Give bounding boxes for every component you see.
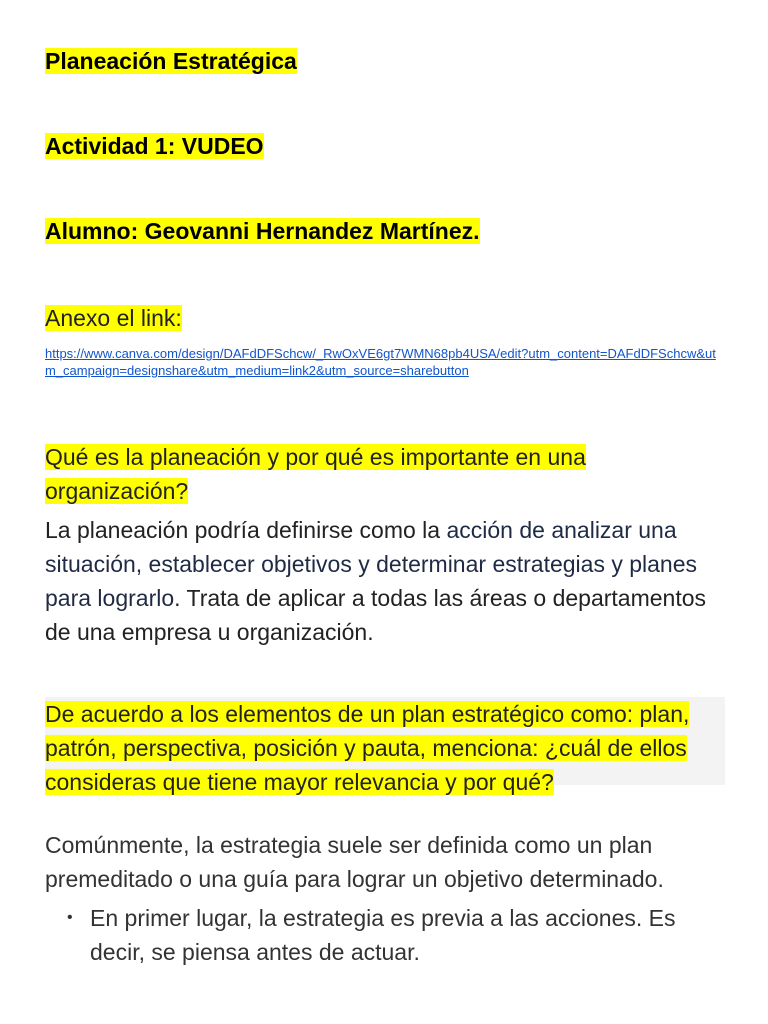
question-2 bbox=[45, 697, 725, 799]
answer-1 bbox=[45, 513, 725, 649]
answer-1-part1: La planeación podría definirse como la bbox=[45, 517, 447, 543]
document-title bbox=[45, 46, 297, 76]
student-heading-text: Alumno: Geovanni Hernandez Martínez. bbox=[45, 218, 480, 244]
activity-heading bbox=[45, 131, 264, 161]
annex-label-text: Anexo el link: bbox=[45, 305, 182, 331]
question-1-text: Qué es la planeación y por qué es importante en una organización? bbox=[45, 444, 586, 504]
question-1 bbox=[45, 440, 655, 508]
bullet-item-text: En primer lugar, la estrategia es previa a las acciones. Es decir, se piensa antes de actuar. bbox=[90, 905, 676, 965]
annex-label bbox=[45, 303, 182, 333]
answer-1-emphasis: acción de analizar una situación, establecer objetivos y determinar estrategias y planes para lograrlo bbox=[45, 517, 698, 611]
bullet-dot-icon: • bbox=[67, 909, 73, 926]
activity-heading-text: Actividad 1: VUDEO bbox=[45, 133, 264, 159]
bullet-item bbox=[45, 901, 725, 969]
canva-link[interactable]: https://www.canva.com/design/DAFdDFSchcw/_RwOxVE6gt7WMN68pb4USA/edit?utm_content=DAFdDFSchcw&utm_campaign=designshare&utm_medium=link2&utm_source=sharebutton bbox=[45, 346, 716, 378]
answer-1-part2: . Trata de aplicar a todas las áreas o departamentos de una empresa u organización. bbox=[45, 585, 707, 645]
bullet-list bbox=[45, 901, 725, 969]
question-2-text: De acuerdo a los elementos de un plan estratégico como: plan, patrón, perspectiva, posición y pauta, menciona: ¿cuál de ellos consideras que tiene mayor relevancia y por qué? bbox=[45, 701, 690, 795]
student-heading bbox=[45, 216, 480, 246]
document-title-text: Planeación Estratégica bbox=[45, 48, 297, 74]
answer-2-intro: Comúnmente, la estrategia suele ser definida como un plan premeditado o una guía para lograr un objetivo determinado. bbox=[45, 832, 664, 892]
